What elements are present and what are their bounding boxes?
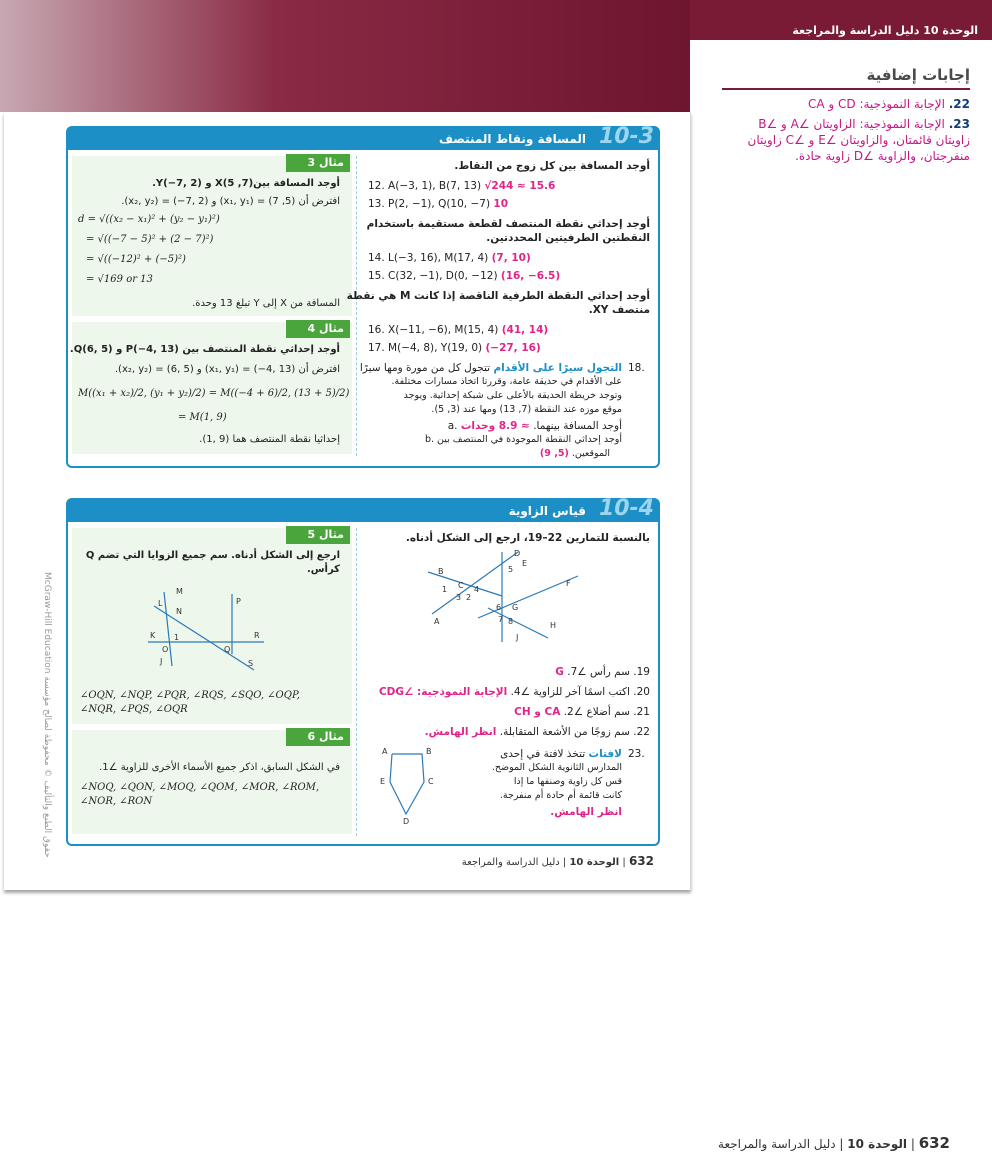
fig-label: D bbox=[403, 817, 410, 826]
credit-sidebar bbox=[38, 572, 54, 858]
bottom-label: دليل الدراسة والمراجعة bbox=[718, 1137, 836, 1151]
q18b-text: الموقعين. bbox=[571, 448, 610, 459]
q15 bbox=[368, 270, 560, 282]
fig-label: N bbox=[176, 607, 182, 616]
answer-num: 23. bbox=[948, 117, 970, 131]
q19 bbox=[555, 666, 650, 678]
ex5-line-2: كرأس. bbox=[306, 564, 340, 575]
q16-answer: (41, 14) bbox=[501, 324, 549, 336]
q18-lead: التجول سيرًا على الأقدام bbox=[493, 362, 622, 374]
q15-text: 15. C(32, −1), D(0, −12) bbox=[368, 270, 498, 282]
fig-label: A bbox=[434, 617, 440, 626]
ex4-line: أوجد إحداثي نقطة المنتصف بين (13 ,4−)P و (5 ,6)Q. bbox=[69, 344, 340, 355]
column-divider bbox=[356, 156, 357, 456]
fig-label: P bbox=[236, 597, 241, 606]
header-gradient bbox=[0, 0, 690, 112]
bottom-unit: الوحدة 10 bbox=[847, 1137, 907, 1151]
fig-label: J bbox=[516, 633, 519, 642]
ex6-answer-2: ∠NOR, ∠RON bbox=[80, 796, 153, 807]
fig-label: 1 bbox=[174, 633, 180, 642]
ex4-line: = M(1, 9) bbox=[178, 412, 227, 423]
fig-label: H bbox=[550, 621, 557, 630]
q20-text: 20. اكتب اسمًا آخر للزاوية ∠4. bbox=[510, 686, 650, 698]
q12 bbox=[368, 180, 555, 192]
ex3-line: = √((−12)² + (−5)²) bbox=[86, 254, 186, 265]
q18-line-4: موقع موزه عند النقطة (7, 13) ومها عند (3, 5). bbox=[431, 404, 622, 415]
ex3-line: = √169 or 13 bbox=[86, 274, 153, 285]
fig-label: E bbox=[380, 777, 386, 786]
q23-lead: لافتات bbox=[588, 748, 622, 760]
fig-label: 5 bbox=[508, 565, 514, 574]
fig-label: E bbox=[522, 559, 528, 568]
footer-unit: الوحدة 10 bbox=[569, 857, 620, 868]
ex5-answer-2: ∠NQR, ∠PQS, ∠OQR bbox=[80, 704, 188, 715]
q18-line-3: وتوجد خريطة الحديقة بالأعلى على شبكة إحداثية. ويوجد bbox=[403, 390, 622, 401]
q12-text: 12. A(−3, 1), B(7, 13) bbox=[368, 180, 482, 192]
footer-page-number: 632 bbox=[628, 854, 654, 868]
fig-label: A bbox=[382, 748, 388, 756]
bottom-sep: | bbox=[839, 1137, 844, 1151]
q23-line-4: كانت قائمة أم حادة أم منفرجة. bbox=[499, 790, 622, 801]
fig-label: B bbox=[426, 748, 432, 756]
q22-answer: انظر الهامش. bbox=[424, 726, 497, 738]
q21-text: 21. سم أضلاع ∠2. bbox=[563, 706, 650, 718]
fig-label: G bbox=[512, 603, 519, 612]
intro-endpoint-2: منتصف XY. bbox=[588, 304, 650, 316]
q23-number: 23. bbox=[628, 748, 645, 760]
example-5-figure bbox=[144, 584, 274, 674]
q18-number: 18. bbox=[628, 362, 645, 374]
ex3-line: أوجد المسافة بين(7, 5)X و (2 ,7−)Y. bbox=[152, 178, 340, 189]
q17 bbox=[368, 342, 541, 354]
fig-label: 4 bbox=[474, 585, 480, 594]
answer-text: الإجابة النموذجية: CD و CA bbox=[807, 97, 945, 111]
q23-line-2: المدارس الثانوية الشكل الموضح. bbox=[491, 762, 622, 773]
intro-midpoint-1: أوجد إحداثي نقطة المنتصف لقطعة مستقيمة باستخدام bbox=[366, 218, 650, 230]
footer-sep: | bbox=[562, 857, 567, 868]
intro-angle: بالنسبة للتمارين 22–19، ارجع إلى الشكل أدناه. bbox=[405, 532, 650, 544]
q13-answer: 10 bbox=[493, 198, 509, 210]
section-bar bbox=[68, 124, 658, 150]
extra-answer-23 bbox=[722, 116, 970, 164]
extra-answers-title: إجابات إضافية bbox=[722, 66, 970, 90]
ex3-line: افترض أن (5, 7) = (x₁, y₁) و (2 ,7−) = (x₂, y₂). bbox=[121, 196, 340, 207]
credit-text: McGraw-Hill Education حقوق الطبع والتأليف © محفوظة لصالح مؤسسة bbox=[42, 572, 52, 858]
fig-label: B bbox=[438, 567, 444, 576]
section-title: قياس الزاوية bbox=[508, 504, 586, 518]
ex4-line: M((x₁ + x₂)/2, (y₁ + y₂)/2) = M((−4 + 6)/2, (13 + 5)/2) bbox=[78, 388, 350, 399]
ex4-line: افترض أن (13 ,4−) = (x₁, y₁) و (5 ,6) = (x₂, y₂). bbox=[114, 364, 340, 375]
fig-label: K bbox=[150, 631, 156, 640]
ex5-line-1: ارجع إلى الشكل أدناه. سم جميع الزوايا التي تضم Q bbox=[85, 550, 340, 561]
fig-label: R bbox=[254, 631, 260, 640]
example-3-head: مثال 3 bbox=[286, 154, 350, 172]
q16-text: 16. X(−11, −6), M(15, 4) bbox=[368, 324, 499, 336]
fig-label: 7 bbox=[498, 615, 504, 624]
section-10-3 bbox=[66, 126, 660, 468]
fig-label: F bbox=[566, 579, 571, 588]
extra-answers bbox=[722, 66, 970, 168]
bottom-footer bbox=[718, 1134, 950, 1152]
q23-answer: انظر الهامش. bbox=[550, 806, 622, 818]
q23-line-3: قس كل زاوية وصنفها ما إذا bbox=[513, 776, 622, 787]
fig-label: J bbox=[160, 657, 163, 666]
q12-answer: √244 ≈ 15.6 bbox=[484, 180, 556, 192]
q14 bbox=[368, 252, 531, 264]
fig-label: C bbox=[458, 581, 464, 590]
ex3-line: المسافة من X إلى Y تبلغ 13 وحدة. bbox=[192, 298, 340, 309]
q22 bbox=[425, 726, 650, 738]
fig-label: C bbox=[428, 777, 434, 786]
fig-label: M bbox=[176, 587, 183, 596]
section-number: 10-3 bbox=[598, 124, 654, 149]
ex4-line: إحداثيا نقطة المنتصف هما (9 ,1). bbox=[199, 434, 340, 445]
q16 bbox=[368, 324, 548, 336]
section-number: 10-4 bbox=[598, 496, 654, 521]
q23-line-1 bbox=[500, 748, 622, 760]
fig-label: Q bbox=[224, 645, 231, 654]
fig-label: O bbox=[162, 645, 169, 654]
q19-answer: G bbox=[555, 666, 564, 678]
section-10-4 bbox=[66, 498, 660, 846]
fig-label: L bbox=[158, 599, 163, 608]
q20 bbox=[379, 686, 650, 698]
q18a-text: a. أوجد المسافة بينهما. bbox=[447, 420, 622, 432]
column-divider bbox=[356, 528, 357, 836]
footer-sep: | bbox=[622, 857, 626, 868]
ex3-line: d = √((x₂ − x₁)² + (y₂ − y₁)²) bbox=[78, 214, 220, 225]
ex6-line-1: في الشكل السابق، اذكر جميع الأسماء الأخرى للزاوية ∠1. bbox=[99, 762, 340, 773]
fig-label: 1 bbox=[442, 585, 448, 594]
footer-label: دليل الدراسة والمراجعة bbox=[461, 857, 560, 868]
section-title: المسافة ونقاط المنتصف bbox=[438, 132, 586, 146]
q18b-line-2 bbox=[540, 448, 610, 459]
fig-label: D bbox=[514, 549, 521, 558]
ex3-line: = √((−7 − 5)² + (2 − 7)²) bbox=[86, 234, 214, 245]
q15-answer: (16, −6.5) bbox=[500, 270, 561, 282]
fig-label: 6 bbox=[496, 603, 502, 612]
q18a-answer: ≈ 8.9 وحدات bbox=[460, 420, 530, 432]
q13-text: 13. P(2, −1), Q(10, −7) bbox=[368, 198, 491, 210]
q22-text: 22. سم زوجًا من الأشعة المتقابلة. bbox=[499, 726, 650, 738]
fig-label: 8 bbox=[508, 617, 514, 626]
intro-distance: أوجد المسافة بين كل زوج من النقاط. bbox=[454, 160, 650, 172]
fig-label: 2 bbox=[466, 593, 472, 602]
q17-text: 17. M(−4, 8), Y(19, 0) bbox=[368, 342, 483, 354]
q18-text: تتجول كل من مورة ومها سيرًا bbox=[359, 362, 491, 374]
q13 bbox=[368, 198, 508, 210]
q18-line-2: على الأقدام في حديقة عامة، وقررتا اتخاذ مسارات مختلفة. bbox=[391, 376, 622, 387]
fig-label: 3 bbox=[456, 593, 462, 602]
q14-answer: (7, 10) bbox=[491, 252, 531, 264]
intro-endpoint-1: أوجد إحداثي النقطة الطرفية الناقصة إذا كانت M هي نقطة bbox=[346, 290, 650, 302]
q18-line-1 bbox=[360, 362, 622, 374]
q18a bbox=[448, 420, 622, 432]
angle-figure bbox=[418, 548, 588, 648]
bottom-page-number: 632 bbox=[918, 1134, 950, 1152]
breadcrumb: الوحدة 10 دليل الدراسة والمراجعة bbox=[792, 24, 978, 37]
q17-answer: (−27, 16) bbox=[485, 342, 541, 354]
ex6-answer-1: ∠NOQ, ∠QON, ∠MOQ, ∠QOM, ∠MOR, ∠ROM, bbox=[80, 782, 320, 793]
intro-midpoint-2: النقطتين الطرفيتين المحددتين. bbox=[486, 232, 650, 244]
q18b-line-1: b. أوجد إحداثي النقطة الموجودة في المنتصف بين bbox=[424, 434, 622, 445]
q23-text: تتخذ لافتة في إحدى bbox=[500, 748, 586, 760]
answer-text: الإجابة النموذجية: الزاويتان ∠A و ∠B زاويتان قائمتان، والزاويتان ∠E و ∠C زاويتان منفرجتان، والزاوية ∠D زاوية حادة. bbox=[747, 117, 970, 163]
ex5-answer-1: ∠OQN, ∠NQP, ∠PQR, ∠RQS, ∠SQO, ∠OQP, bbox=[80, 690, 300, 701]
q19-text: 19. سم رأس ∠7. bbox=[567, 666, 650, 678]
q18b-answer: (5, 9) bbox=[539, 448, 569, 459]
sign-figure bbox=[378, 748, 448, 828]
example-4-head: مثال 4 bbox=[286, 320, 350, 338]
example-5-head: مثال 5 bbox=[286, 526, 350, 544]
page-footer bbox=[462, 854, 654, 868]
extra-answer-22 bbox=[722, 96, 970, 112]
answer-num: 22. bbox=[948, 97, 970, 111]
q21-answer: CA و CH bbox=[514, 706, 561, 718]
example-6-head: مثال 6 bbox=[286, 728, 350, 746]
q14-text: 14. L(−3, 16), M(17, 4) bbox=[368, 252, 489, 264]
bottom-sep: | bbox=[910, 1137, 915, 1151]
q20-answer: الإجابة النموذجية: ∠CDG bbox=[378, 686, 508, 698]
fig-label: S bbox=[248, 659, 254, 668]
section-bar bbox=[68, 496, 658, 522]
q21 bbox=[514, 706, 650, 718]
